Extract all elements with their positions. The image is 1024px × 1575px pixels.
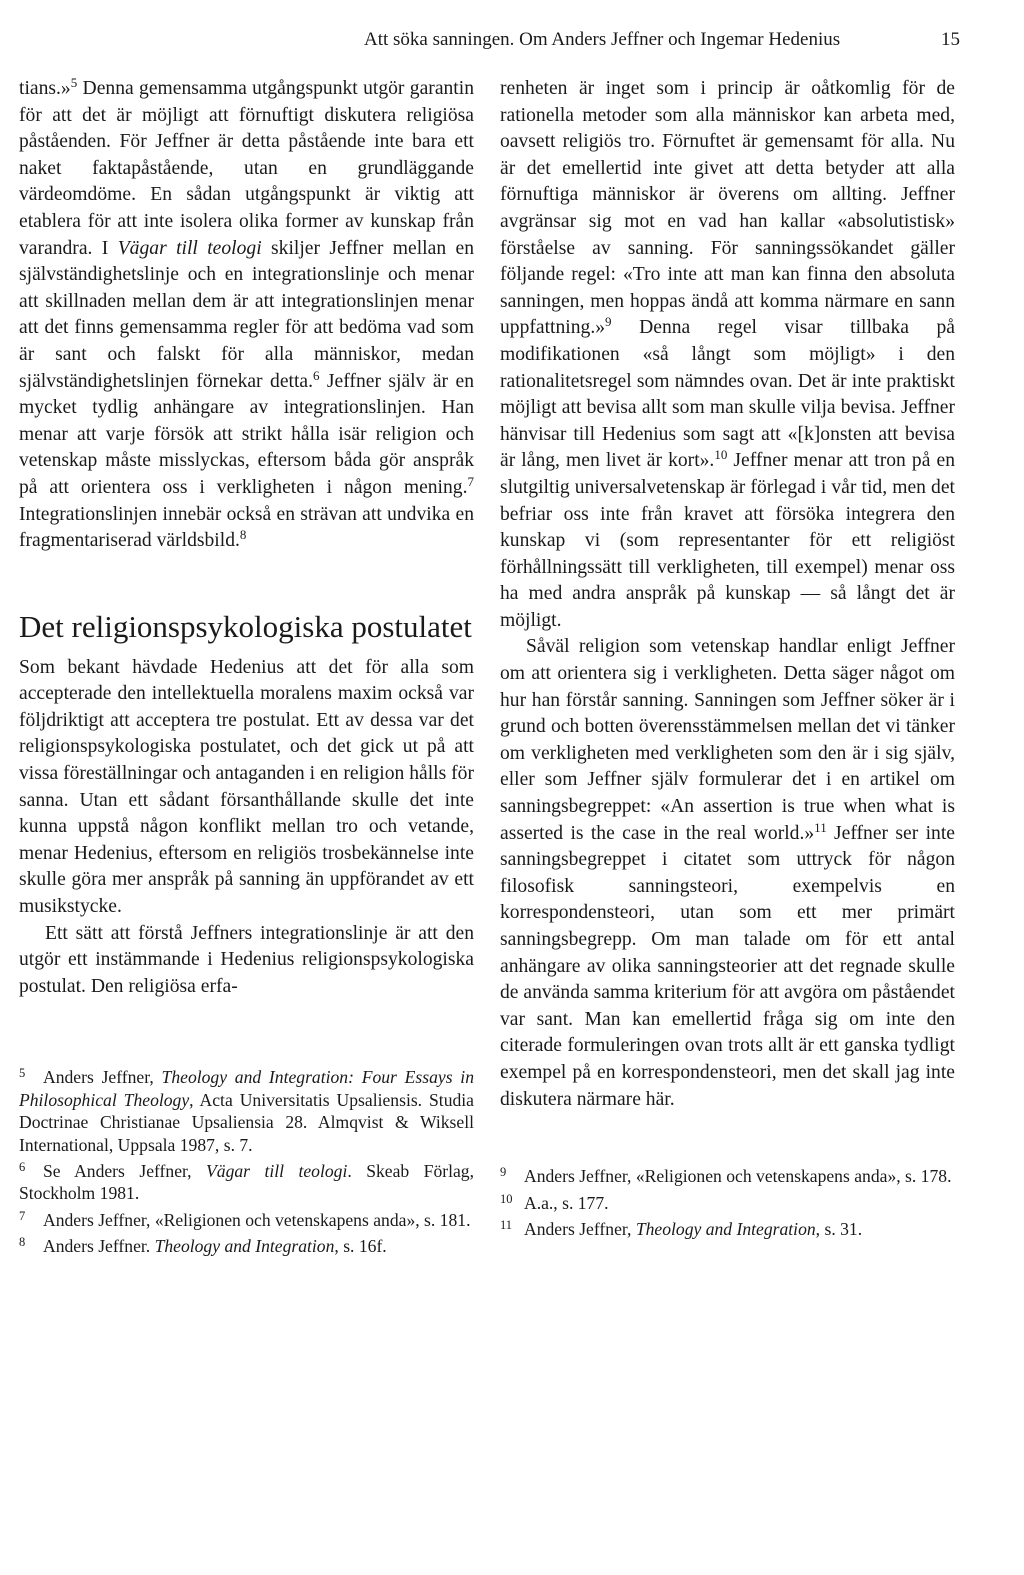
footnote-ref[interactable]: 11 xyxy=(814,819,827,835)
footnote: 5 Anders Jeffner, Theology and Integration: Four Essays in Philosophical Theology, Acta Universitatis Upsaliensis. Studia Doctrinae Christianae Upsaliensia 28. Almqvist & Wiksell International, Uppsala 1987, s. 7. xyxy=(19,1066,474,1155)
body-paragraph: renheten är inget som i princip är oåtkomlig för de rationella metoder som alla människor kan arbeta med, oavsett religiös tro. Förnuftet är gemensamt för alla. Nu är det emellertid inte givet att detta betyder att alla förnuftiga människor är överens om allting. Jeffner avgränsar sig mot en vad han kallar «absolutistisk» förståelse av sanning. För sanningssökandet gäller följande regel: «Tro inte att man kan finna den absoluta sanningen, men hoppas ändå att komma närmare en sann uppfattning.»$^9$ Denna regel visar tillbaka på modifikationen «så långt som möjligt» i den rationalitetsregel som nämndes ovan. Det är inte praktiskt möjligt att bevisa allt som man skulle vilja bevisa. Jeffner hänvisar till Hedenius som sagt att «[k]onsten att bevisa är lång, men livet är kort».$^{10}$ Jeffner menar att tron på en slutgiltig universalvetenskap är förlegad i vår tid, men det befriar oss inte från kravet att försöka integrera den kunskap vi (som representanter för ett religiöst förhållningssätt till verkligheten, till exempel) menar oss ha med andra anspråk på kunskap — så långt det är möjligt. xyxy=(500,78,955,631)
running-title: Att söka sanningen. Om Anders Jeffner och Ingemar Hedenius xyxy=(364,29,841,50)
footnote-ref[interactable]: 10 xyxy=(714,447,728,463)
footnote: 6 Se Anders Jeffner, Vägar till teologi. Skeab Förlag, Stockholm 1981. xyxy=(19,1160,475,1204)
footnote-ref[interactable]: 5 xyxy=(70,75,78,90)
left-column xyxy=(19,76,474,1258)
footnote-ref[interactable]: 9 xyxy=(605,314,612,330)
footnote: 7 Anders Jeffner, «Religionen och vetenskapens anda», s. 181. xyxy=(19,1208,471,1230)
right-column xyxy=(500,76,955,1240)
footnote: 9 Anders Jeffner, «Religionen och vetenskapens anda», s. 178. xyxy=(500,1165,952,1187)
footnotes xyxy=(19,1066,474,1257)
footnote-ref[interactable]: 8 xyxy=(239,527,247,543)
body-paragraph: tians.»$^5$ Denna gemensamma utgångspunkt utgör garantin för att det är möjligt att förnuftigt diskutera religiösa påståenden. För Jeffner är detta påstående inte bara ett naket faktapåstående, utan en grundläggande värdeomdöme. En sådan utgångspunkt är viktig att etablera för att inte isolera olika former av kunskap från varandra. I Vägar till teologi skiljer Jeffner mellan en självständighetslinje och en integrationslinje och menar att skillnaden mellan dem är att integrationslinjen menar att det finns gemensamma regler för att bedöma vad som är sant och falskt för alla människor, medan självständighetslinjen förnekar detta.$^6$ Jeffner själv är en mycket tydlig anhängare av integrationslinjen. Han menar att varje försök att strikt hålla isär religion och vetenskap måste misslyckas, eftersom båda gör anspråk på att orientera oss i verkligheten i någon mening.$^7$ Integrationslinjen innebär också en strävan att undvika en fragmentariserad världsbild.$^8$ xyxy=(19,75,474,552)
footnote: 10 A.a., s. 177. xyxy=(500,1191,609,1213)
footnote: 11 Anders Jeffner, Theology and Integration, s. 31. xyxy=(500,1217,863,1239)
section-heading: Det religionspsykologiska postulatet xyxy=(19,608,472,644)
body-paragraph: Såväl religion som vetenskap handlar enligt Jeffner om att orientera sig i verkligheten. Detta säger något om hur han förstår sanning. Sanningen som Jeffner söker är i grund och botten överensstämmelsen mellan det vi tänker om verkligheten med verkligheten som den är i sig själv, eller som Jeffner själv formulerar det i en artikel om sanningsbegreppet: «An assertion is true when what is asserted is the case in the real world.»$^{11}$ Jeffner ser inte sanningsbegreppet i citatet som uttryck för någon filosofisk sanningsteori, exempelvis en korrespondensteori, utan som ett mer primärt sanningsbegrepp. Om man talade om för ett antal anhängare av olika sanningsteorier att det regnade skulle de använda samma kriterium för att avgöra om påståendet var sant. Man kan emellertid fråga sig om inte den citerade formuleringen ovan trots allt är ett ganska tydligt exempel på en korrespondensteori, men det skall jag inte diskutera närmare här. xyxy=(500,636,955,1110)
footnotes xyxy=(500,1165,955,1240)
page-number: 15 xyxy=(941,29,960,50)
body-paragraph: Ett sätt att förstå Jeffners integrationslinje är att den utgör ett instämmande i Hedenius religionspsykologiska postulat. Den religiösa erfa- xyxy=(19,922,474,997)
footnote-ref[interactable]: 6 xyxy=(313,367,320,383)
body-paragraph: Som bekant hävdade Hedenius att det för alla som accepterade den intellektuella moralens maxim också var följdriktigt att acceptera tre postulat. Ett av dessa var det religionspsykologiska postulatet, och det gick ut på att vissa föreställningar och antaganden i en religion hålls för sanna. Utan ett sådant försanthållande skulle det inte kunna uppstå någon konflikt mellan tro och vetande, menar Hedenius, eftersom en religiös trosbekännelse inte skulle göra mer anspråk på sanning än uppförandet av ett musikstycke. xyxy=(19,656,474,918)
footnote-ref[interactable]: 7 xyxy=(467,473,474,489)
footnote: 8 Anders Jeffner. Theology and Integration, s. 16f. xyxy=(19,1235,387,1257)
